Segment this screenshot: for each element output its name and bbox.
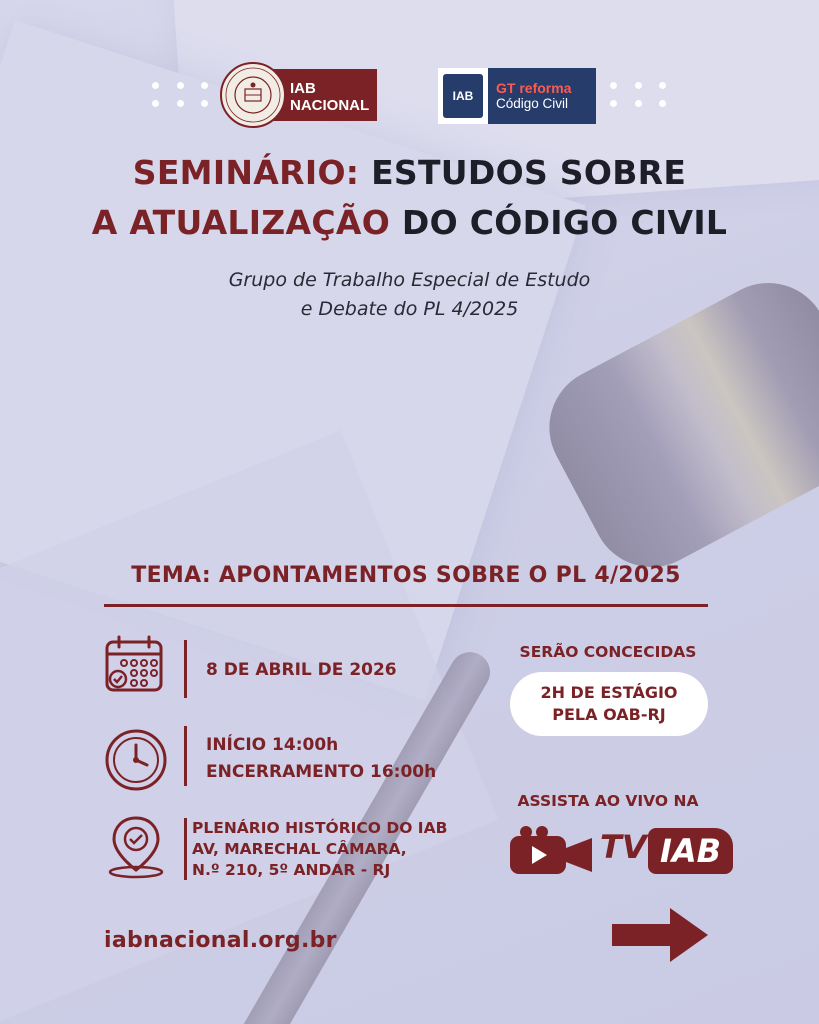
iab-nacional-logo: [220, 62, 377, 128]
location-line1: PLENÁRIO HISTÓRICO DO IAB: [192, 819, 448, 837]
credits-heading: SERÃO CONCECIDAS: [519, 643, 697, 661]
live-heading: ASSISTA AO VIVO NA: [517, 792, 699, 810]
decorative-dots: [152, 82, 212, 110]
iab-wordmark-line1: IAB: [290, 79, 316, 97]
tv-label: TV: [600, 828, 647, 866]
title-line2-dark: DO CÓDIGO CIVIL: [390, 203, 728, 242]
location-line3: N.º 210, 5º ANDAR - RJ: [192, 861, 391, 879]
iab-wordmark-line2: NACIONAL: [290, 97, 370, 114]
event-location: [192, 818, 447, 881]
clock-icon: [104, 728, 168, 792]
divider: [184, 726, 187, 786]
divider: [104, 604, 708, 607]
title-line1-red: SEMINÁRIO:: [132, 153, 360, 192]
page-title: [0, 148, 819, 248]
decorative-dots: [610, 82, 670, 110]
arrow-right-icon: [612, 906, 710, 964]
event-time: [206, 732, 436, 786]
gt-badge-text: IAB: [452, 89, 474, 103]
tv-iab-logo: [508, 820, 722, 880]
subtitle-line2: e Debate do PL 4/2025: [300, 298, 519, 320]
credits-pill-line2: PELA OAB-RJ: [552, 705, 666, 724]
gt-line1: GT reforma: [496, 80, 572, 97]
tv-iab-badge: IAB: [648, 828, 733, 874]
divider: [184, 818, 187, 880]
credits-pill: [510, 672, 708, 736]
location-pin-icon: [104, 814, 168, 880]
subtitle: [0, 266, 819, 324]
gt-line2: Código Civil: [496, 96, 569, 112]
start-time: INÍCIO 14:00h: [206, 735, 339, 755]
calendar-icon: [104, 634, 164, 694]
gt-reforma-logo: [438, 68, 596, 124]
location-line2: AV, MARECHAL CÂMARA,: [192, 840, 407, 858]
credits-pill-line1: 2H DE ESTÁGIO: [540, 683, 678, 702]
subtitle-line1: Grupo de Trabalho Especial de Estudo: [228, 269, 591, 291]
logo-row: [0, 62, 819, 128]
end-time: ENCERRAMENTO 16:00h: [206, 762, 437, 782]
title-line1-dark: ESTUDOS SOBRE: [359, 153, 687, 192]
iab-wordmark: [272, 69, 377, 121]
theme-heading: TEMA: APONTAMENTOS SOBRE O PL 4/2025: [131, 563, 681, 588]
event-date: 8 DE ABRIL DE 2026: [206, 660, 397, 680]
website-link[interactable]: iabnacional.org.br: [104, 928, 337, 953]
title-line2-red: A ATUALIZAÇÃO: [91, 203, 391, 242]
book-icon: [443, 74, 483, 118]
iab-seal-icon: [220, 62, 286, 128]
video-camera-icon: [508, 822, 596, 878]
divider: [184, 640, 187, 698]
